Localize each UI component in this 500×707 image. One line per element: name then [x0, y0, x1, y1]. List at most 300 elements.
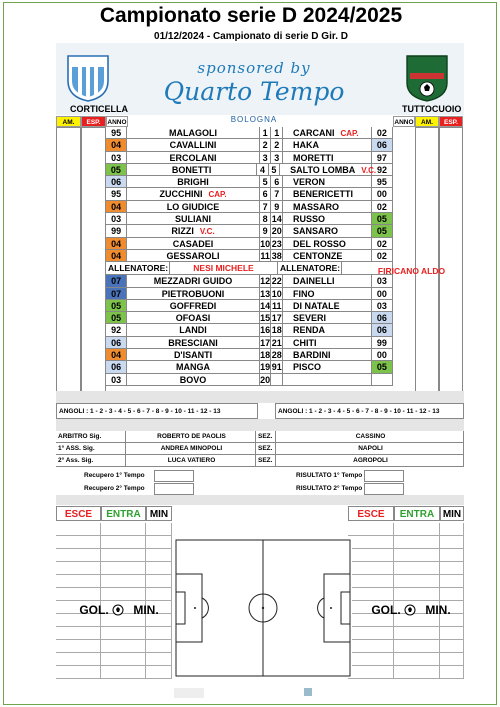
starters-list: [106, 127, 393, 262]
away-captain-tag: V.C.: [361, 165, 377, 175]
home-shirt-number: 2: [260, 139, 272, 151]
home-shirt-number: 11: [260, 250, 270, 261]
away-player-name: [283, 176, 372, 188]
away-captain-tag: CAP.: [340, 129, 359, 138]
home-player-name: [127, 176, 260, 188]
away-player-name: [283, 324, 372, 336]
home-player-name-text: LANDI: [179, 325, 207, 336]
watermark-badge-icon: [304, 688, 312, 696]
grid-cell: [348, 549, 394, 562]
player-row: [106, 312, 393, 324]
grid-cell: [348, 575, 394, 588]
home-player-name-text: MANGA: [176, 362, 211, 373]
away-player-name-text: PISCO: [293, 362, 322, 373]
player-row: [106, 374, 393, 386]
away-min-header: MIN: [440, 506, 464, 521]
risultato-first-box: [364, 470, 404, 482]
home-esce-header: ESCE: [56, 506, 101, 521]
home-player-name: [127, 201, 260, 213]
grid-row: [348, 627, 464, 640]
official-role: ARBITRO Sig.: [56, 431, 126, 443]
grid-cell: [394, 562, 440, 575]
home-player-name-text: ERCOLANI: [169, 152, 217, 163]
home-player-year: 05: [106, 300, 127, 312]
grid-row: [56, 640, 172, 653]
away-min-label: MIN.: [425, 603, 451, 617]
away-shirt-number: 9: [271, 201, 283, 213]
home-shirt-number: 20: [260, 374, 271, 385]
home-player-year: 05: [106, 312, 127, 324]
recupero-second-box: [154, 483, 194, 495]
grid-cell: [348, 653, 394, 666]
player-row: [106, 337, 393, 349]
away-shirt-number: 22: [271, 276, 282, 287]
home-am-header: AM.: [56, 116, 81, 127]
home-player-year: 04: [106, 349, 127, 361]
away-player-name-text: BARDINI: [293, 350, 331, 361]
grid-cell: [101, 653, 146, 666]
recupero-first-label: Recupero 1° Tempo: [84, 472, 145, 479]
home-captain-tag: CAP.: [208, 190, 227, 200]
home-player-year: 03: [106, 374, 127, 386]
grid-cell: [146, 640, 172, 653]
home-player-name: [127, 238, 260, 250]
home-player-year: 04: [106, 201, 127, 213]
home-player-name-text: PIETROBUONI: [161, 288, 225, 299]
risultato-second-label: RISULTATO 2° Tempo: [296, 485, 363, 492]
match-subtitle: 01/12/2024 - Campionato di serie D Gir. D: [154, 31, 348, 42]
official-city: NAPOLI: [276, 443, 464, 455]
home-coach-name: NESI MICHELE: [170, 262, 278, 275]
away-shirt-number: 20: [271, 226, 282, 237]
home-player-year: 04: [106, 139, 127, 151]
home-esp-header: ESP.: [81, 116, 106, 127]
player-row: [106, 139, 393, 151]
away-player-name-text: SANSARO: [293, 226, 339, 237]
home-shirt-number: 8: [260, 213, 272, 225]
away-player-year: 06: [372, 324, 393, 336]
away-player-name: [283, 312, 372, 324]
home-shirt-number: 10: [260, 238, 271, 249]
home-shirt-number: 6: [260, 188, 272, 200]
risultato-first-label: RISULTATO 1° Tempo: [296, 472, 363, 479]
home-coach-label: ALLENATORE:: [108, 263, 169, 274]
grid-cell: [146, 536, 172, 549]
away-shirt-number: 5: [269, 164, 280, 176]
grid-cell: [394, 653, 440, 666]
away-player-name-text: SEVERI: [293, 313, 327, 324]
player-row: [106, 300, 393, 312]
away-player-year: [372, 374, 393, 386]
grid-cell: [101, 523, 146, 536]
grid-cell: [146, 549, 172, 562]
home-player-name-text: GOFFREDI: [169, 300, 217, 311]
home-player-year: 95: [106, 188, 127, 200]
away-player-year: 99: [372, 337, 393, 349]
away-player-name: [283, 188, 372, 200]
away-player-name-text: DAINELLI: [293, 276, 335, 287]
home-player-name: [127, 127, 260, 139]
corners-spacer-top: [56, 391, 464, 403]
away-coach-label: ALLENATORE:: [280, 263, 341, 274]
away-player-year: 02: [372, 238, 393, 250]
grid-row: [348, 640, 464, 653]
grid-row: [348, 653, 464, 666]
grid-cell: [146, 575, 172, 588]
home-shirt-number: 3: [260, 152, 272, 164]
home-team-logo: [64, 53, 112, 103]
away-player-year: 05: [372, 361, 393, 373]
away-player-name-text: HAKA: [293, 140, 319, 151]
away-shirt-number: 21: [271, 337, 282, 348]
grid-cell: [394, 627, 440, 640]
away-shirt-number: 1: [271, 127, 283, 139]
away-player-name-text: VERON: [293, 177, 326, 188]
away-player-year: 00: [372, 349, 393, 361]
away-player-name-text: RUSSO: [293, 214, 326, 225]
away-player-name: [283, 250, 372, 262]
away-player-name: [283, 127, 372, 139]
away-player-name: [283, 361, 372, 373]
home-shirt-number: 17: [260, 337, 271, 348]
grid-cell: [146, 666, 172, 679]
away-team-name: TUTTOCUOIO: [402, 104, 462, 114]
grid-cell: [348, 627, 394, 640]
away-goals-header: [368, 600, 460, 620]
grid-cell: [101, 666, 146, 679]
away-shirt-number: 2: [271, 139, 283, 151]
player-row: [106, 201, 393, 213]
home-player-name: [127, 312, 260, 324]
away-player-name: [283, 374, 372, 386]
home-shirt-number: 5: [260, 176, 272, 188]
home-player-name-text: BRIGHI: [177, 177, 209, 188]
official-role: 1° ASS. Sig.: [56, 443, 126, 455]
away-esce-header: ESCE: [348, 506, 394, 521]
recupero-second-label: Recupero 2° Tempo: [84, 485, 145, 492]
player-row: [106, 152, 393, 164]
away-player-name-text: CHITI: [293, 337, 317, 348]
away-esp-column: [439, 127, 463, 403]
grid-row: [348, 666, 464, 679]
grid-cell: [440, 653, 464, 666]
home-min-header: MIN: [146, 506, 172, 521]
official-row: [56, 443, 464, 455]
away-player-name: [283, 152, 372, 164]
grid-cell: [56, 627, 101, 640]
home-shirt-number: 13: [260, 288, 271, 299]
away-player-name: [283, 349, 372, 361]
official-role: 2° Ass. Sig.: [56, 455, 126, 467]
grid-cell: [348, 666, 394, 679]
away-player-name-text: CARCANI: [293, 128, 335, 138]
home-player-name: [127, 300, 260, 312]
home-column-headers: [56, 116, 128, 127]
away-player-year: 92: [372, 164, 393, 176]
away-player-year: 02: [372, 127, 393, 139]
away-player-year: 03: [372, 275, 393, 287]
home-player-name-text: CAVALLINI: [169, 140, 217, 151]
player-row: [106, 127, 393, 139]
official-row: [56, 455, 464, 467]
official-name: ROBERTO DE PAOLIS: [126, 431, 256, 443]
home-player-name: [127, 361, 260, 373]
away-am-header: AM.: [415, 116, 439, 127]
grid-cell: [101, 575, 146, 588]
player-row: [106, 238, 393, 250]
away-player-name: [283, 213, 372, 225]
away-player-year: 02: [372, 201, 393, 213]
match-city: BOLOGNA: [230, 115, 278, 124]
grid-cell: [440, 627, 464, 640]
grid-cell: [146, 653, 172, 666]
grid-row: [56, 653, 172, 666]
grid-cell: [101, 640, 146, 653]
watermark-icon: [174, 688, 204, 698]
risultato-second-box: [364, 483, 404, 495]
grid-cell: [101, 536, 146, 549]
away-shirt-number: 10: [271, 288, 282, 299]
home-player-year: 04: [106, 238, 127, 250]
home-player-name-text: BOVO: [179, 374, 207, 385]
home-shirt-number: 19: [260, 362, 271, 373]
away-player-name-text: MORETTI: [293, 152, 334, 163]
grid-cell: [440, 523, 464, 536]
away-shirt-number: [271, 374, 283, 386]
home-player-year: 05: [106, 164, 127, 176]
home-shirt-number: 14: [260, 300, 271, 311]
away-shirt-number: 11: [271, 300, 282, 311]
away-player-name: [283, 238, 372, 250]
grid-row: [348, 536, 464, 549]
home-player-name-text: GESSAROLI: [166, 250, 220, 261]
home-player-name-text: CASADEI: [172, 238, 214, 249]
home-player-name-text: OFOASI: [175, 313, 211, 324]
home-player-year: 06: [106, 361, 127, 373]
away-player-name-text: MASSARO: [293, 201, 340, 212]
away-player-name-text: DI NATALE: [293, 300, 340, 311]
home-player-name-text: RIZZI: [171, 226, 194, 237]
player-row: [106, 225, 393, 237]
official-sez: SEZ.: [256, 443, 276, 455]
home-corners: ANGOLI : 1 - 2 - 3 - 4 - 5 - 6 - 7 - 8 - 9 - 10 - 11 - 12 - 13: [56, 403, 258, 419]
grid-row: [56, 666, 172, 679]
player-row: [106, 164, 393, 176]
grid-cell: [348, 640, 394, 653]
grid-cell: [394, 523, 440, 536]
official-name: ANDREA MINOPOLI: [126, 443, 256, 455]
football-pitch: [174, 538, 352, 678]
grid-row: [348, 523, 464, 536]
home-player-year: 95: [106, 127, 127, 139]
away-player-year: 06: [372, 312, 393, 324]
home-player-name: [127, 213, 260, 225]
sponsor-name: Quarto Tempo: [163, 77, 345, 106]
home-shirt-number: 1: [260, 127, 272, 139]
away-player-name-text: CENTONZE: [293, 250, 343, 261]
away-corners: ANGOLI : 1 - 2 - 3 - 4 - 5 - 6 - 7 - 8 - 9 - 10 - 11 - 12 - 13: [275, 403, 464, 419]
home-player-year: 99: [106, 225, 127, 237]
coaches-row: [106, 262, 393, 275]
home-player-name: [127, 164, 258, 176]
player-row: [106, 349, 393, 361]
home-player-year: 92: [106, 324, 127, 336]
home-shirt-number: 16: [260, 325, 271, 336]
away-shirt-number: 23: [271, 238, 282, 249]
away-player-year: 05: [372, 225, 393, 237]
official-sez: SEZ.: [256, 431, 276, 443]
grid-row: [348, 575, 464, 588]
grid-cell: [440, 549, 464, 562]
home-shirt-number: 4: [257, 164, 268, 176]
home-shirt-number: 15: [260, 313, 271, 324]
grid-cell: [394, 536, 440, 549]
away-player-name-text: DEL ROSSO: [293, 238, 346, 249]
official-city: AGROPOLI: [276, 455, 464, 467]
away-player-year: 95: [372, 176, 393, 188]
grid-row: [56, 575, 172, 588]
away-anno-header: ANNO: [393, 116, 415, 127]
away-esp-header: ESP.: [439, 116, 463, 127]
grid-cell: [394, 549, 440, 562]
grid-cell: [394, 640, 440, 653]
corners-spacer-bottom: [56, 419, 464, 431]
home-entra-header: ENTRA: [101, 506, 146, 521]
grid-cell: [348, 523, 394, 536]
away-player-name: [283, 139, 372, 151]
grid-cell: [440, 562, 464, 575]
player-row: [106, 213, 393, 225]
home-player-year: 06: [106, 337, 127, 349]
home-player-name: [127, 225, 260, 237]
recupero-spacer: [56, 495, 464, 505]
away-player-name: [283, 225, 372, 237]
grid-cell: [394, 575, 440, 588]
grid-cell: [56, 653, 101, 666]
home-am-column: [56, 127, 81, 403]
grid-cell: [440, 640, 464, 653]
away-player-name: [280, 164, 377, 176]
official-row: [56, 431, 464, 443]
home-gol-label: GOL.: [79, 603, 109, 617]
away-shirt-number: 3: [271, 152, 283, 164]
away-shirt-number: 28: [271, 350, 282, 361]
away-player-year: 00: [372, 288, 393, 300]
grid-cell: [348, 562, 394, 575]
bench-list: [106, 275, 393, 386]
grid-cell: [440, 536, 464, 549]
home-player-name: [127, 250, 260, 262]
player-row: [106, 176, 393, 188]
home-player-name: [127, 152, 260, 164]
grid-cell: [146, 523, 172, 536]
away-team-logo: [404, 53, 450, 103]
soccer-ball-icon: [112, 604, 124, 616]
officials-table: [56, 431, 464, 467]
away-player-name: [283, 300, 372, 312]
home-player-year: 04: [106, 250, 127, 262]
home-player-name: [127, 275, 260, 287]
official-city: CASSINO: [276, 431, 464, 443]
grid-row: [348, 562, 464, 575]
home-player-year: 06: [106, 176, 127, 188]
grid-cell: [101, 562, 146, 575]
home-shirt-number: 7: [260, 201, 272, 213]
away-player-name-text: FINO: [293, 288, 315, 299]
player-row: [106, 188, 393, 200]
home-min-label: MIN.: [133, 603, 159, 617]
player-row: [106, 250, 393, 262]
away-player-name: [283, 337, 372, 349]
home-player-name-text: BONETTI: [171, 164, 212, 175]
away-gol-label: GOL.: [371, 603, 401, 617]
home-player-name-text: MALAGOLI: [169, 128, 218, 138]
grid-cell: [440, 575, 464, 588]
away-shirt-number: 91: [271, 362, 282, 373]
home-captain-tag: V.C.: [199, 227, 215, 237]
recupero-first-box: [154, 470, 194, 482]
player-row: [106, 324, 393, 336]
grid-cell: [101, 549, 146, 562]
home-player-name-text: D'ISANTI: [173, 350, 213, 361]
home-player-year: 03: [106, 152, 127, 164]
away-player-name-text: RENDA: [293, 325, 326, 336]
home-player-name-text: LO GIUDICE: [166, 201, 220, 212]
grid-cell: [56, 575, 101, 588]
away-player-year: 05: [372, 213, 393, 225]
away-column-headers: [393, 116, 463, 127]
home-player-name: [127, 349, 260, 361]
grid-cell: [56, 549, 101, 562]
home-esp-column: [81, 127, 106, 403]
home-player-name-text: ZUCCHINI: [159, 189, 203, 200]
match-sheet: [3, 2, 497, 705]
soccer-ball-icon: [404, 604, 416, 616]
home-anno-header: ANNO: [106, 116, 128, 127]
official-name: LUCA VATIERO: [126, 455, 256, 467]
home-goals-header: [76, 600, 168, 620]
home-player-name: [127, 324, 260, 336]
away-shirt-number: 18: [271, 325, 282, 336]
away-am-column: [415, 127, 439, 403]
home-shirt-number: 9: [260, 225, 272, 237]
away-player-name: [283, 201, 372, 213]
home-player-name-text: SULIANI: [175, 214, 212, 225]
home-player-name: [127, 188, 260, 200]
grid-cell: [56, 523, 101, 536]
grid-cell: [56, 666, 101, 679]
grid-cell: [56, 640, 101, 653]
away-player-year: 00: [372, 188, 393, 200]
grid-cell: [56, 536, 101, 549]
away-shirt-number: 38: [271, 250, 282, 261]
home-subs-header: [56, 506, 172, 521]
away-player-name: [283, 275, 372, 287]
grid-row: [348, 549, 464, 562]
grid-row: [56, 627, 172, 640]
away-player-year: 06: [372, 139, 393, 151]
away-shirt-number: 7: [271, 188, 283, 200]
player-row: [106, 361, 393, 373]
home-team-name: CORTICELLA: [70, 104, 128, 114]
sponsor-caption: sponsored by: [197, 59, 311, 77]
grid-cell: [394, 666, 440, 679]
grid-cell: [146, 562, 172, 575]
away-player-name-text: BENERICETTI: [293, 189, 354, 200]
home-player-year: 07: [106, 275, 127, 287]
home-player-name: [127, 337, 260, 349]
player-row: [106, 288, 393, 300]
